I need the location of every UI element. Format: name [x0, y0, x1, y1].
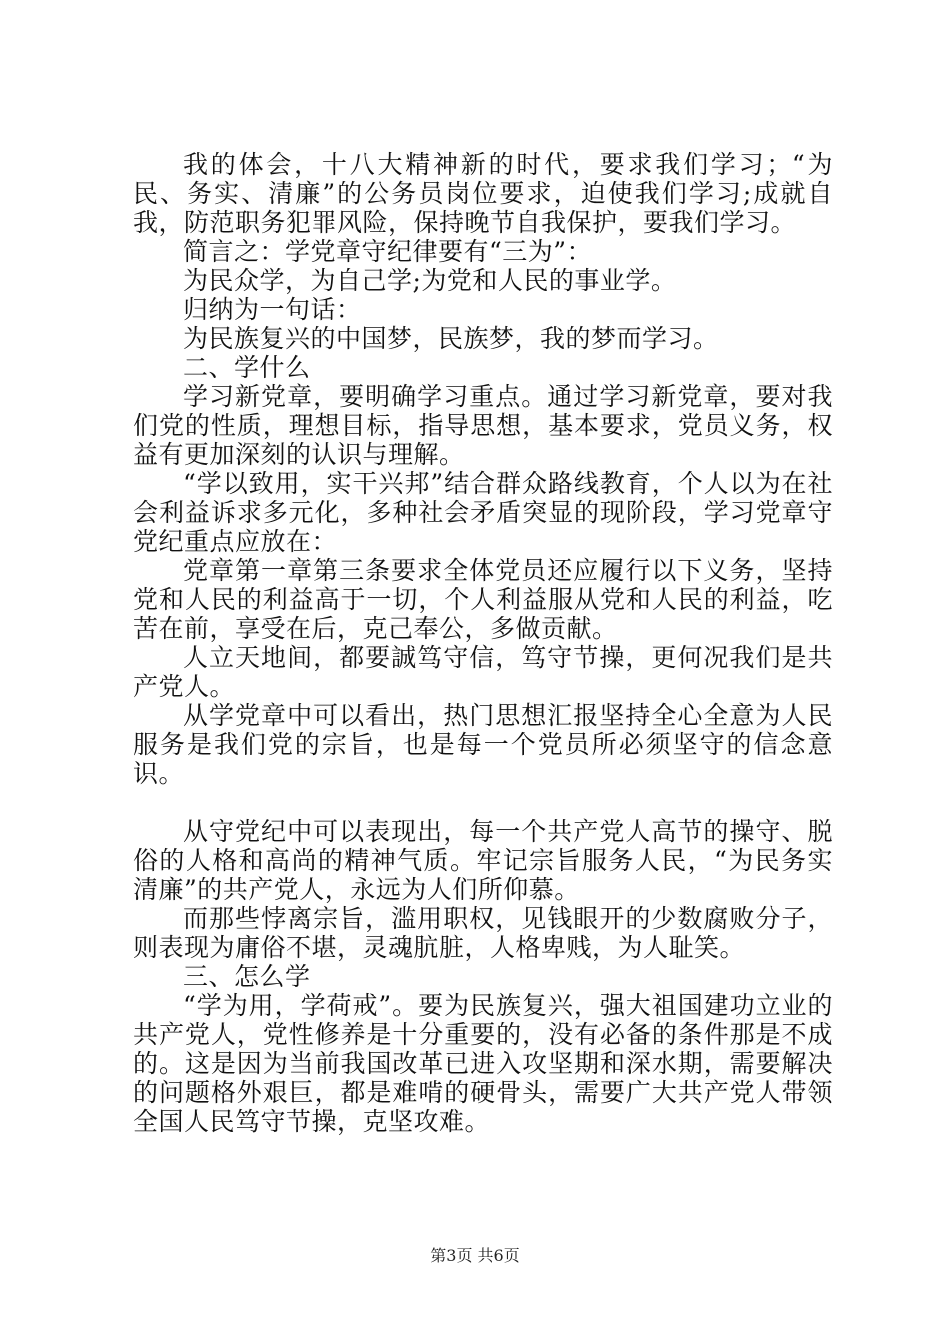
paragraph: 为民族复兴的中国梦，民族梦，我的梦而学习。: [183, 324, 719, 353]
section-heading: 二、学什么: [183, 353, 311, 382]
paragraph: “学以致用，实干兴邦”结合群众路线教育，个人以为在社会利益诉求多元化，多种社会矛盾突显的现阶段，学习党章守党纪重点应放在：: [133, 469, 833, 556]
paragraph: “学为用，学荷戒”。要为民族复兴，强大祖国建功立业的共产党人，党性修养是十分重要的，没有必备的条件那是不成的。这是因为当前我国改革已进入攻坚期和深水期，需要解决的问题格外艰巨，都是难啃的硬骨头，需要广大共产党人带领全国人民笃守节操，克坚攻难。: [133, 991, 833, 1136]
paragraph: 学习新党章，要明确学习重点。通过学习新党章，要对我们党的性质，理想目标，指导思想，基本要求，党员义务，权益有更加深刻的认识与理解。: [133, 382, 833, 469]
paragraph: 为民众学，为自己学;为党和人民的事业学。: [183, 266, 677, 295]
paragraph: 人立天地间，都要誠笃守信，笃守节操，更何况我们是共产党人。: [133, 643, 833, 701]
paragraph: 归纳为一句话：: [183, 295, 362, 324]
page-number-footer: 第3页 共6页: [430, 1246, 520, 1265]
paragraph: 我的体会，十八大精神新的时代，要求我们学习；“为民、务实、清廉”的公务员岗位要求，迫使我们学习;成就自我，防范职务犯罪风险，保持晚节自我保护，要我们学习。: [133, 150, 833, 237]
paragraph: 从守党纪中可以表现出，每一个共产党人高节的操守、脱俗的人格和高尚的精神气质。牢记宗旨服务人民，“为民务实清廉”的共产党人，永远为人们所仰慕。: [133, 817, 833, 904]
paragraph: 党章第一章第三条要求全体党员还应履行以下义务，坚持党和人民的利益高于一切，个人利益服从党和人民的利益，吃苦在前，享受在后，克己奉公，多做贡献。: [133, 556, 833, 643]
paragraph: 简言之：学党章守纪律要有“三为”：: [183, 237, 593, 266]
paragraph: 而那些悖离宗旨，滥用职权，见钱眼开的少数腐败分子，则表现为庸俗不堪，灵魂肮脏，人格卑贱，为人耻笑。: [133, 904, 833, 962]
paragraph: 从学党章中可以看出，热门思想汇报坚持全心全意为人民服务是我们党的宗旨，也是每一个党员所必须坚守的信念意识。: [133, 701, 833, 788]
document-body: [133, 150, 833, 1136]
section-heading: 三、怎么学: [183, 962, 311, 991]
